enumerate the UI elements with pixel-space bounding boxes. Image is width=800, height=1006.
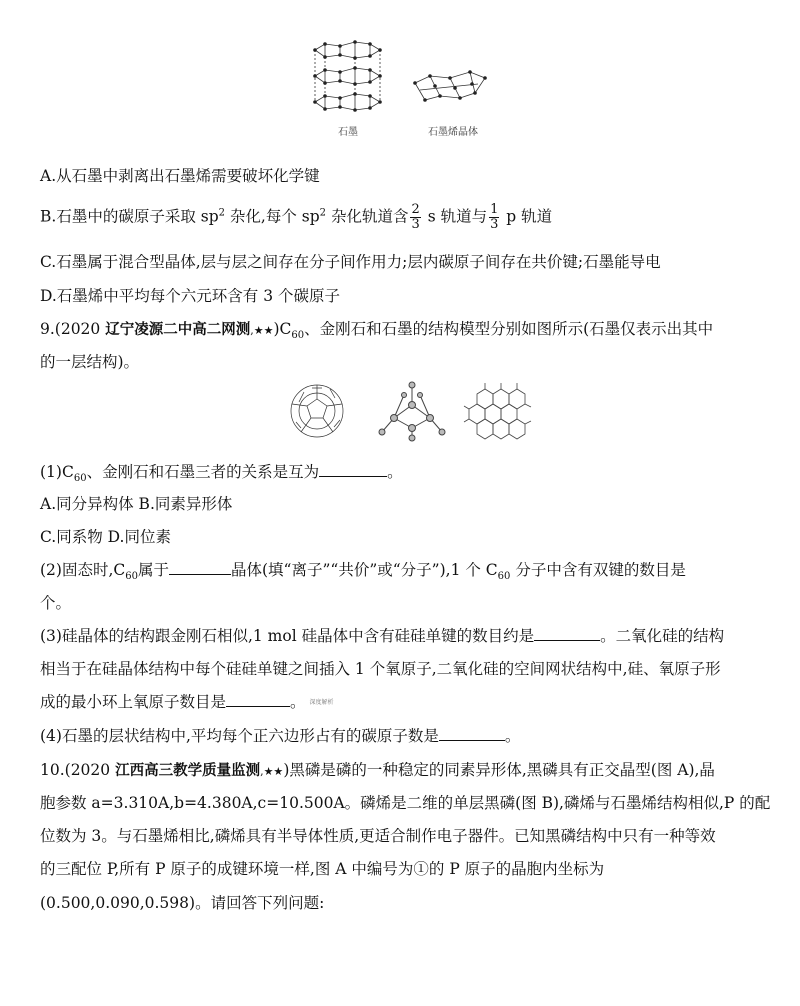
graphite-graphene-figure: [300, 38, 490, 148]
q9-part3-line2: 相当于在硅晶体结构中每个硅硅单键之间插入 1 个氧原子,二氧化硅的空间网状结构中,硅、氧原子形: [40, 660, 721, 678]
q9-part2-line2: 个。: [40, 594, 72, 612]
q10-stem-line4: 的三配位 P,所有 P 原子的成键环境一样,图 A 中编号为①的 P 原子的晶胞内坐标为: [40, 860, 605, 878]
q9-part1-options-cd: C.同系物 D.同位素: [40, 528, 171, 546]
q8-option-c: C.石墨属于混合型晶体,层与层之间存在分子间作用力;层内碳原子间存在共价键;石墨能导电: [40, 253, 661, 271]
answer-blank-3a[interactable]: [534, 626, 600, 641]
q10-stem-line5: (0.500,0.090,0.598)。请回答下列问题:: [40, 894, 325, 912]
graphene-structure: [415, 72, 485, 100]
difficulty-stars-icon: ,★★: [260, 765, 284, 778]
difficulty-stars-icon: ,★★: [250, 324, 274, 337]
q9-stem: 9.(2020 辽宁凌源二中高二网测$,★★)C_{60}$、金刚石和石墨的结构模型分别如图所示(石墨仅表示出其中: [40, 320, 714, 342]
diamond-model: [379, 382, 445, 441]
answer-blank-4[interactable]: [439, 726, 505, 741]
q10-stem-line3: 位数为 3。与石墨烯相比,磷烯具有半导体性质,更适合制作电子器件。已知黑磷结构中只有一种等效: [40, 827, 716, 845]
q8-option-d: D.石墨烯中平均每个六元环含有 3 个碳原子: [40, 287, 341, 305]
q9-part2: (2)固态时$,C_{60}$属于 晶体(填“离子”“共价”或“分子”),1 个 $C_{60}$ 分子中含有双键的数目是: [40, 561, 686, 583]
q9-part1-options-ab: A.同分异构体 B.同素异形体: [40, 495, 233, 513]
deep-analysis-tag[interactable]: 深度解析: [309, 699, 334, 706]
q8-option-b: B.石墨中的碳原子采取 $sp^2$ 杂化,每个 $sp^2$ 杂化轨道含 $\frac{2}{3}$ s 轨道与 $\frac{1}{3}$ p 轨道: [40, 202, 553, 232]
c60-model: [291, 385, 343, 437]
graphite-layer-model: [464, 383, 531, 439]
q10-stem-line1: 10.(2020 江西高三教学质量监测,★★)黑磷是磷的一种稳定的同素异形体,黑磷具有正交晶型(图 A),晶: [40, 761, 715, 779]
q10-source: 江西高三教学质量监测: [115, 763, 261, 779]
q9-part1: $(1)C_{60}$、金刚石和石墨三者的关系是互为 。: [40, 463, 403, 485]
c60-diamond-graphite-figure: [282, 380, 532, 442]
graphite-caption: 石墨: [338, 127, 358, 138]
answer-blank-1[interactable]: [319, 462, 387, 477]
q9-source: 辽宁凌源二中高二网测: [105, 322, 251, 338]
fraction-two-thirds: $\frac{2}{3}$: [411, 202, 420, 232]
q8-option-a: A.从石墨中剥离出石墨烯需要破坏化学键: [40, 167, 320, 185]
q9-part3-line1: (3)硅晶体的结构跟金刚石相似,1 mol 硅晶体中含有硅硅单键的数目约是 。二氧化硅的结构: [40, 627, 725, 645]
q10-stem-line2: 胞参数 a=3.310A,b=4.380A,c=10.500A。磷烯是二维的单层黑磷(图 B),磷烯与石墨烯结构相似,P 的配: [40, 794, 771, 812]
fraction-one-third: $\frac{1}{3}$: [490, 202, 499, 232]
q9-part3-line3: 成的最小环上氧原子数目是 。 深度解析: [40, 693, 334, 711]
graphite-structure: [315, 42, 380, 110]
q9-stem-line2: 的一层结构)。: [40, 353, 140, 371]
q9-part4: (4)石墨的层状结构中,平均每个正六边形占有的碳原子数是 。: [40, 727, 521, 745]
answer-blank-3b[interactable]: [226, 692, 290, 707]
answer-blank-2a[interactable]: [169, 560, 231, 575]
graphene-caption: 石墨烯晶体: [428, 127, 478, 138]
